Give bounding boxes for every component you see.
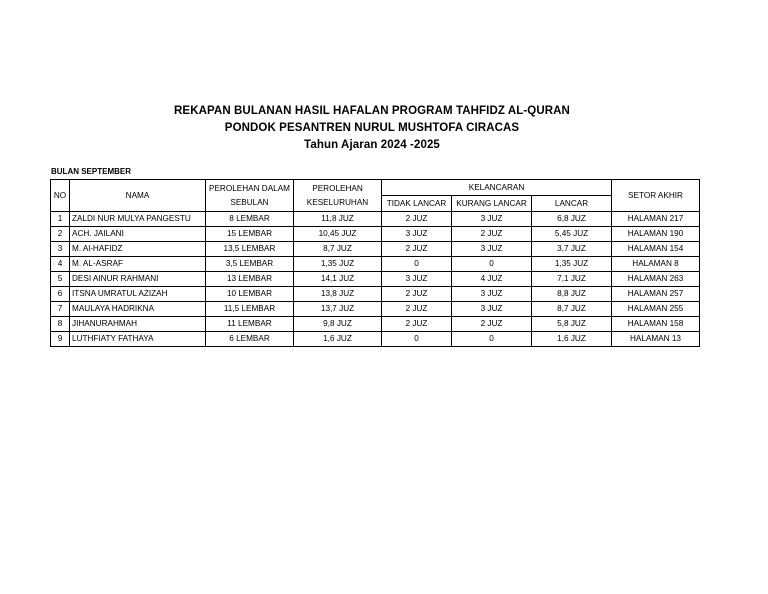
table-row	[51, 302, 700, 317]
cell-perolehan-sebulan: 13,5 LEMBAR	[206, 242, 294, 257]
cell-lancar: 1,6 JUZ	[532, 332, 612, 347]
cell-perolehan-sebulan: 11,5 LEMBAR	[206, 302, 294, 317]
table-body	[51, 212, 700, 347]
cell-tidak-lancar: 3 JUZ	[382, 272, 452, 287]
cell-nama: DESI AINUR RAHMANI	[70, 272, 206, 287]
cell-setor-akhir: HALAMAN 154	[612, 242, 700, 257]
header-no: NO	[51, 180, 70, 212]
cell-no: 3	[51, 242, 70, 257]
table-row	[51, 332, 700, 347]
table-row	[51, 212, 700, 227]
table-header	[51, 180, 700, 212]
cell-perolehan-sebulan: 8 LEMBAR	[206, 212, 294, 227]
cell-setor-akhir: HALAMAN 190	[612, 227, 700, 242]
header-perolehan-keseluruhan	[294, 180, 382, 212]
header-tidak-lancar: TIDAK LANCAR	[382, 196, 452, 212]
header-kelancaran: KELANCARAN	[382, 180, 612, 196]
table-row	[51, 272, 700, 287]
cell-perolehan-keseluruhan: 8,7 JUZ	[294, 242, 382, 257]
cell-kurang-lancar: 0	[452, 257, 532, 272]
cell-no: 5	[51, 272, 70, 287]
cell-kurang-lancar: 3 JUZ	[452, 302, 532, 317]
header-kurang-lancar: KURANG LANCAR	[452, 196, 532, 212]
cell-perolehan-keseluruhan: 1,6 JUZ	[294, 332, 382, 347]
cell-nama: ITSNA UMRATUL AZIZAH	[70, 287, 206, 302]
cell-perolehan-sebulan: 6 LEMBAR	[206, 332, 294, 347]
cell-perolehan-keseluruhan: 9,8 JUZ	[294, 317, 382, 332]
cell-perolehan-keseluruhan: 1,35 JUZ	[294, 257, 382, 272]
header-nama: NAMA	[70, 180, 206, 212]
cell-tidak-lancar: 2 JUZ	[382, 242, 452, 257]
cell-tidak-lancar: 2 JUZ	[382, 287, 452, 302]
cell-nama: M. Al-HAFIDZ	[70, 242, 206, 257]
cell-kurang-lancar: 0	[452, 332, 532, 347]
header-perolehan-sebulan-line1: PEROLEHAN DALAM	[209, 183, 290, 193]
title-line-3: Tahun Ajaran 2024 -2025	[304, 139, 440, 151]
cell-perolehan-keseluruhan: 11,8 JUZ	[294, 212, 382, 227]
cell-no: 8	[51, 317, 70, 332]
cell-setor-akhir: HALAMAN 13	[612, 332, 700, 347]
cell-kurang-lancar: 2 JUZ	[452, 317, 532, 332]
title-line-2: PONDOK PESANTREN NURUL MUSHTOFA CIRACAS	[224, 122, 520, 134]
header-perolehan-keseluruhan-line2: KESELURUHAN	[306, 197, 369, 207]
cell-perolehan-sebulan: 13 LEMBAR	[206, 272, 294, 287]
cell-lancar: 7,1 JUZ	[532, 272, 612, 287]
cell-lancar: 3,7 JUZ	[532, 242, 612, 257]
cell-perolehan-keseluruhan: 13,8 JUZ	[294, 287, 382, 302]
cell-kurang-lancar: 3 JUZ	[452, 242, 532, 257]
cell-nama: M. AL-ASRAF	[70, 257, 206, 272]
cell-tidak-lancar: 0	[382, 332, 452, 347]
cell-no: 6	[51, 287, 70, 302]
cell-tidak-lancar: 3 JUZ	[382, 227, 452, 242]
title-line-1: REKAPAN BULANAN HASIL HAFALAN PROGRAM TAHFIDZ AL-QURAN	[174, 105, 570, 117]
cell-lancar: 8,7 JUZ	[532, 302, 612, 317]
cell-nama: MAULAYA HADRIKNA	[70, 302, 206, 317]
month-label: BULAN SEPTEMBER	[51, 167, 132, 176]
cell-nama: JIHANURAHMAH	[70, 317, 206, 332]
cell-tidak-lancar: 2 JUZ	[382, 317, 452, 332]
cell-nama: ACH. JAILANI	[70, 227, 206, 242]
cell-setor-akhir: HALAMAN 263	[612, 272, 700, 287]
cell-tidak-lancar: 2 JUZ	[382, 302, 452, 317]
cell-perolehan-sebulan: 11 LEMBAR	[206, 317, 294, 332]
cell-perolehan-sebulan: 15 LEMBAR	[206, 227, 294, 242]
table-row	[51, 317, 700, 332]
cell-nama: ZALDI NUR MULYA PANGESTU	[70, 212, 206, 227]
cell-no: 4	[51, 257, 70, 272]
cell-setor-akhir: HALAMAN 255	[612, 302, 700, 317]
cell-no: 7	[51, 302, 70, 317]
cell-setor-akhir: HALAMAN 8	[612, 257, 700, 272]
header-perolehan-sebulan	[206, 180, 294, 212]
header-perolehan-sebulan-line2: SEBULAN	[230, 197, 269, 207]
recap-table	[50, 179, 700, 347]
cell-kurang-lancar: 2 JUZ	[452, 227, 532, 242]
cell-tidak-lancar: 2 JUZ	[382, 212, 452, 227]
cell-setor-akhir: HALAMAN 257	[612, 287, 700, 302]
cell-kurang-lancar: 3 JUZ	[452, 212, 532, 227]
cell-lancar: 5,45 JUZ	[532, 227, 612, 242]
table-row	[51, 227, 700, 242]
table-row	[51, 257, 700, 272]
header-lancar: LANCAR	[532, 196, 612, 212]
cell-lancar: 5,8 JUZ	[532, 317, 612, 332]
cell-nama: LUTHFIATY FATHAYA	[70, 332, 206, 347]
report-title	[0, 103, 744, 154]
cell-lancar: 8,8 JUZ	[532, 287, 612, 302]
cell-no: 1	[51, 212, 70, 227]
cell-setor-akhir: HALAMAN 217	[612, 212, 700, 227]
cell-no: 2	[51, 227, 70, 242]
cell-perolehan-keseluruhan: 13,7 JUZ	[294, 302, 382, 317]
cell-no: 9	[51, 332, 70, 347]
cell-lancar: 1,35 JUZ	[532, 257, 612, 272]
cell-perolehan-sebulan: 3,5 LEMBAR	[206, 257, 294, 272]
table-row	[51, 287, 700, 302]
cell-perolehan-keseluruhan: 14,1 JUZ	[294, 272, 382, 287]
cell-perolehan-keseluruhan: 10,45 JUZ	[294, 227, 382, 242]
cell-setor-akhir: HALAMAN 158	[612, 317, 700, 332]
cell-perolehan-sebulan: 10 LEMBAR	[206, 287, 294, 302]
cell-tidak-lancar: 0	[382, 257, 452, 272]
header-perolehan-keseluruhan-line1: PEROLEHAN	[312, 183, 363, 193]
cell-kurang-lancar: 3 JUZ	[452, 287, 532, 302]
cell-lancar: 6,8 JUZ	[532, 212, 612, 227]
header-setor-akhir: SETOR AKHIR	[612, 180, 700, 212]
table-row	[51, 242, 700, 257]
cell-kurang-lancar: 4 JUZ	[452, 272, 532, 287]
